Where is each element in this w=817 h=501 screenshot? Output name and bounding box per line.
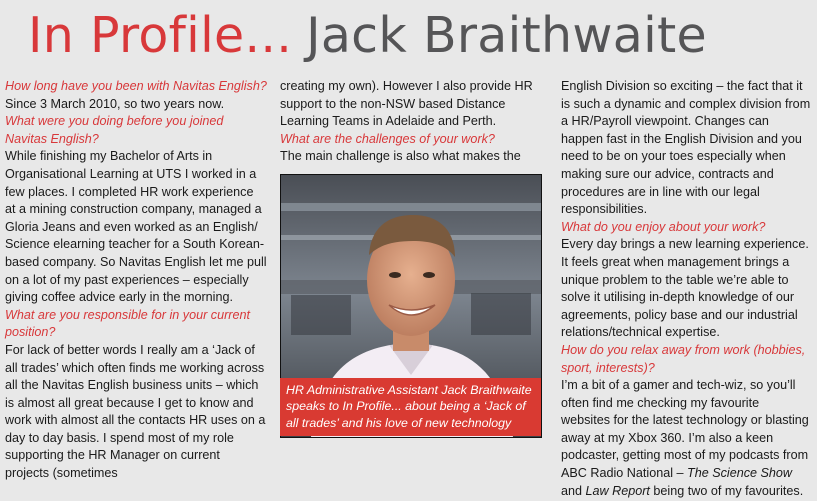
title-in-profile: In Profile... (28, 7, 293, 64)
answer: While finishing my Bachelor of Arts in Organisational Learning at UTS I worked in a few places. I completed HR work experience at a mining construction company, managed a Gloria Jeans and even worked as an English/ Science elearning teacher for a South Korean-based company. So Navitas English let me pull on a lot of my past experiences – especially giving coffee advice early in the morning. (5, 149, 267, 305)
question: How long have you been with Navitas English? (5, 79, 267, 93)
answer: For lack of better words I really am a ‘Jack of all trades’ which often finds me working across all the Navitas English business units – which is almost all great because I get to know and work with almost all the contacts HR uses on a day to day basis. I spend most of my role supporting the HR Manager on current projects (sometimes (5, 342, 266, 481)
column-3 (561, 78, 811, 500)
answer-text: I’m a bit of a gamer and tech-wiz, so you’ll often find me checking my favourite websites for the latest technology or blasting away at my Xbox 360. I’m also a keen podcaster, getting most of my podcasts from ABC Radio National – (561, 378, 809, 481)
photo-caption: HR Administrative Assistant Jack Braithwaite speaks to In Profile... about being a ‘Jack of all trades’ and his love of new technology (280, 378, 541, 437)
question: What do you enjoy about your work? (561, 219, 766, 234)
show-title: The Science Show (687, 466, 793, 481)
answer: English Division so exciting – the fact that it is such a dynamic and complex division from a HR/Payroll viewpoint. Changes can happen fast in the English Division and you need to be on your toes especially when making sure our advice, contracts and procedures are in line with our legal responsibilities. (561, 79, 811, 217)
question: How do you relax away from work (hobbies, sport, interests)? (561, 342, 806, 375)
answer: Since 3 March 2010, so two years now. (5, 96, 225, 111)
question: What are you responsible for in your current position? (5, 307, 250, 340)
answer-text: being two of my favourites. (649, 483, 804, 498)
portrait-block (280, 174, 542, 437)
answer-text: and (561, 483, 586, 498)
title-name: Jack Braithwaite (306, 7, 707, 64)
column-1 (5, 78, 267, 483)
show-title: Law Report (585, 483, 650, 498)
answer: creating my own). However I also provide HR support to the non-NSW based Distance Learning Teams in Adelaide and Perth. (280, 79, 533, 129)
page-title (28, 6, 707, 66)
answer (561, 377, 811, 500)
question: What were you doing before you joined Navitas English? (5, 114, 224, 146)
question: What are the challenges of your work? (280, 131, 495, 146)
answer: The main challenge is also what makes the (280, 149, 521, 164)
column-2 (280, 78, 542, 436)
answer: Every day brings a new learning experience. It feels great when management brings a unique problem to the table we’re able to solve it utilising in-depth knowledge of our agreements, policy base and our industrial relations/technical expertise. (561, 237, 809, 340)
